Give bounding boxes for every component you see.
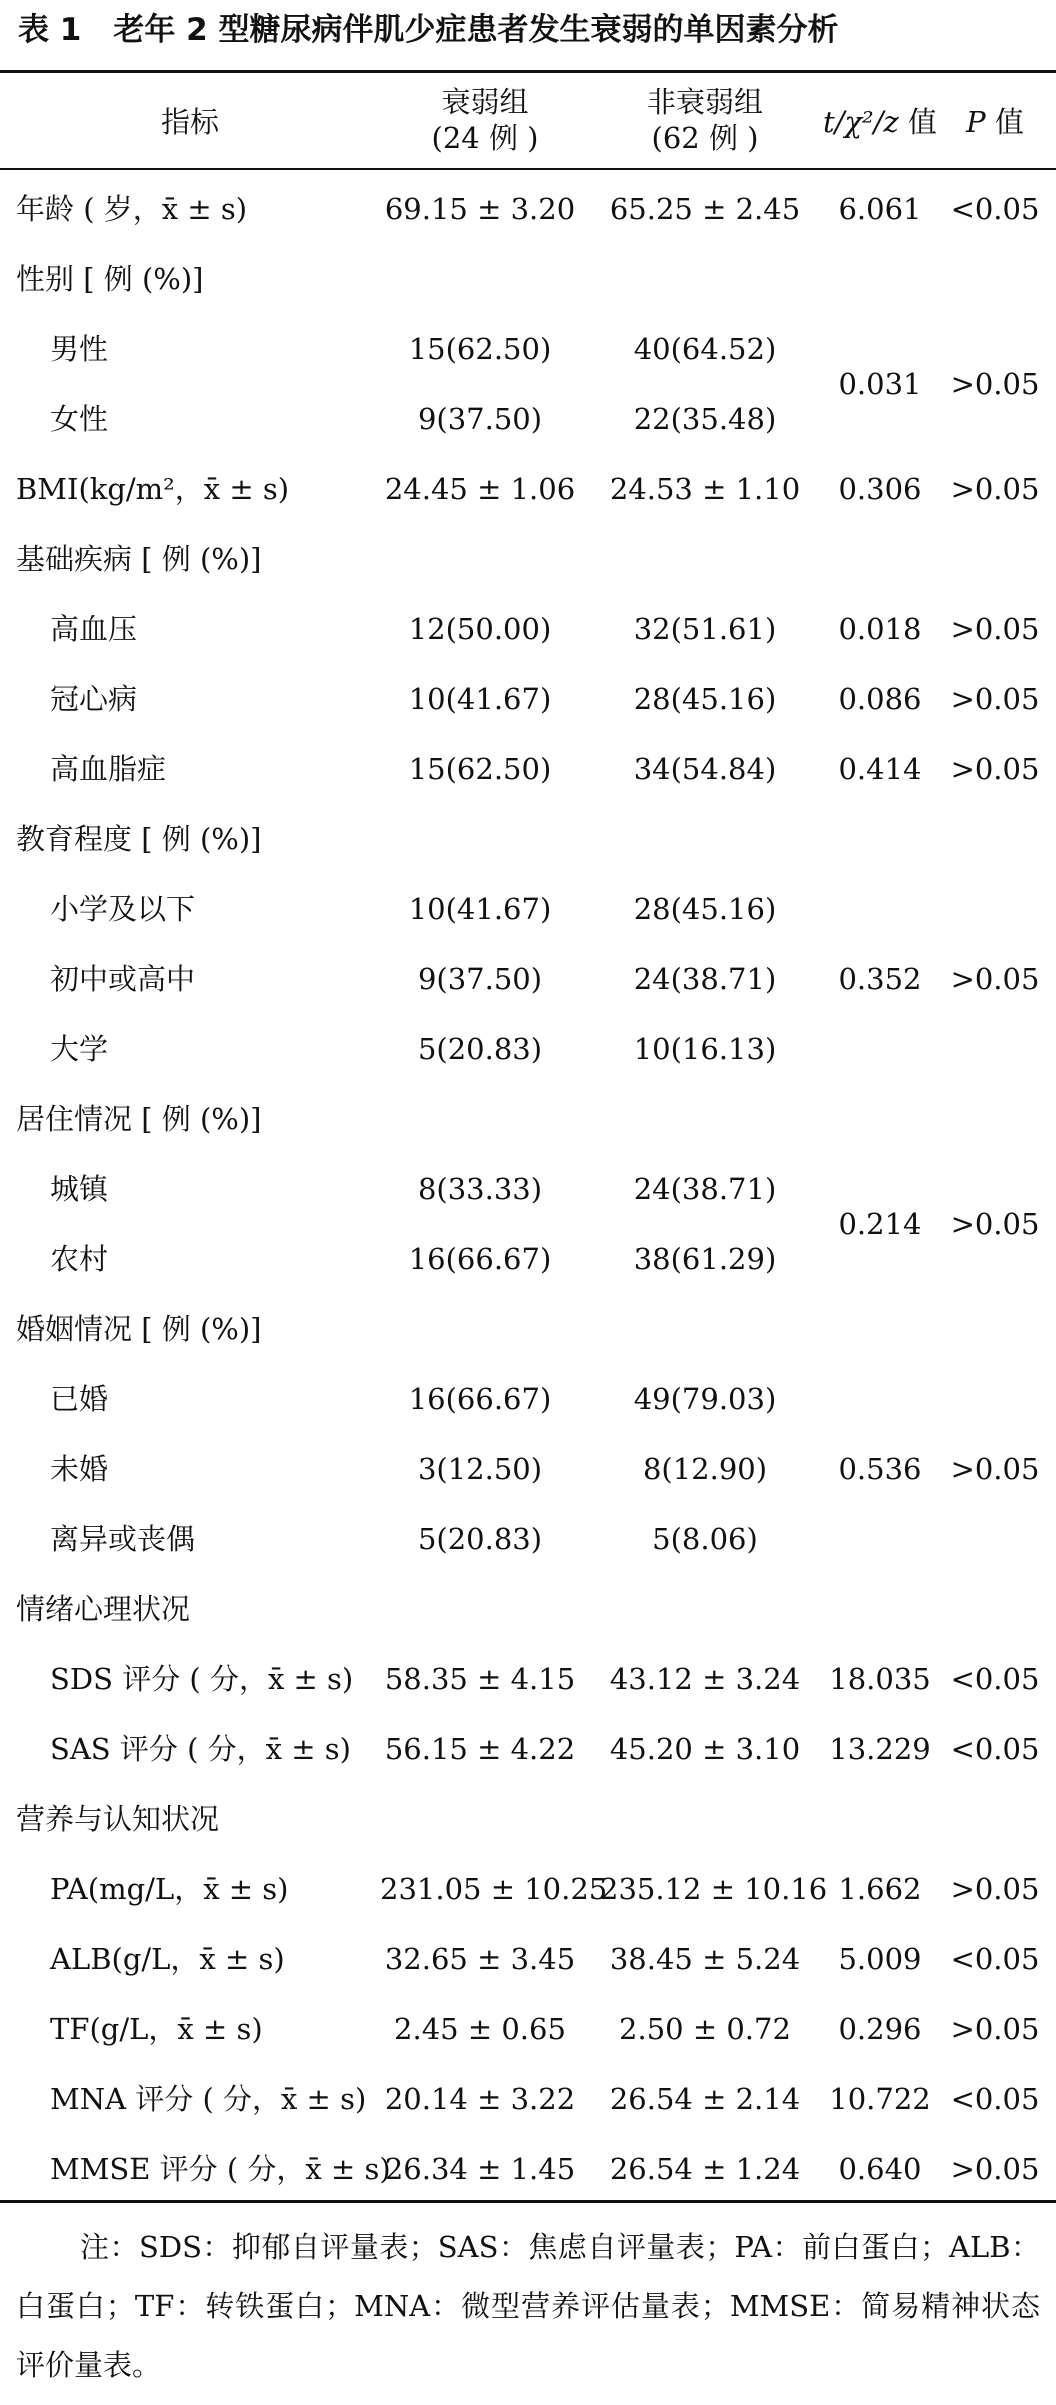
frail-group-value: 24.45 ± 1.06 xyxy=(384,472,576,506)
header-test-statistic-symbol: t/χ²/z xyxy=(823,105,899,139)
row-label: 居住情况 [ 例 (%)] xyxy=(16,1102,262,1136)
test-statistic-value: 0.018 xyxy=(838,612,922,646)
nonfrail-group-value: 28(45.16) xyxy=(633,682,777,716)
row-label: 未婚 xyxy=(50,1452,109,1486)
nonfrail-group-value xyxy=(600,244,810,314)
frail-group-value: 32.65 ± 3.45 xyxy=(384,1942,576,1976)
frail-group-value: 231.05 ± 10.25 xyxy=(380,1872,608,1906)
test-statistic-value xyxy=(815,1084,945,1154)
frail-group-value: 16(66.67) xyxy=(408,1382,552,1416)
merged-stat-residence: 0.214 xyxy=(838,1207,922,1241)
table-row xyxy=(0,1434,1056,1504)
row-label: 已婚 xyxy=(50,1382,109,1416)
row-label: 情绪心理状况 xyxy=(16,1592,191,1626)
row-label: 男性 xyxy=(50,332,109,366)
table-title-text: 老年 2 型糖尿病伴肌少症患者发生衰弱的单因素分析 xyxy=(113,12,839,48)
nonfrail-group-value: 26.54 ± 1.24 xyxy=(609,2152,801,2186)
test-statistic-value xyxy=(815,1784,945,1854)
nonfrail-group-value: 10(16.13) xyxy=(633,1032,777,1066)
p-value xyxy=(945,1504,1045,1574)
row-label: 冠心病 xyxy=(50,682,138,716)
table-row xyxy=(0,2064,1056,2134)
nonfrail-group-value: 24(38.71) xyxy=(633,962,777,996)
frail-group-value: 9(37.50) xyxy=(417,402,543,436)
table-row xyxy=(0,1014,1056,1084)
test-statistic-value: 18.035 xyxy=(829,1662,931,1696)
p-value xyxy=(945,244,1045,314)
nonfrail-group-value: 22(35.48) xyxy=(633,402,777,436)
p-value: >0.05 xyxy=(950,472,1040,506)
header-nonfrail-group-name: 非衰弱组 xyxy=(646,85,763,119)
header-nonfrail-group xyxy=(600,84,810,156)
row-label: ALB(g/L，x̄ ± s) xyxy=(50,1942,285,1976)
nonfrail-group-value xyxy=(600,1084,810,1154)
test-statistic-value: 5.009 xyxy=(838,1942,922,1976)
nonfrail-group-value xyxy=(600,1784,810,1854)
table-header xyxy=(0,80,1056,166)
table-row xyxy=(0,244,1056,314)
test-statistic-value xyxy=(815,1574,945,1644)
header-frail-group-name: 衰弱组 xyxy=(441,85,529,119)
table-row xyxy=(0,1364,1056,1434)
nonfrail-group-value: 40(64.52) xyxy=(633,332,777,366)
merged-stat-gender: 0.031 xyxy=(838,367,922,401)
frail-group-value xyxy=(380,244,580,314)
test-statistic-value xyxy=(815,1294,945,1364)
test-statistic-value: 0.296 xyxy=(838,2012,922,2046)
frail-group-value: 15(62.50) xyxy=(408,332,552,366)
row-label: 婚姻情况 [ 例 (%)] xyxy=(16,1312,262,1346)
header-frail-group-n: (24 例 ) xyxy=(431,121,539,155)
row-label: MMSE 评分 ( 分，x̄ ± s) xyxy=(50,2152,391,2186)
test-statistic-value xyxy=(815,804,945,874)
table-row xyxy=(0,2134,1056,2204)
p-value: >0.05 xyxy=(950,682,1040,716)
frail-group-value: 9(37.50) xyxy=(417,962,543,996)
frail-group-value: 16(66.67) xyxy=(408,1242,552,1276)
frail-group-value: 8(33.33) xyxy=(417,1172,543,1206)
p-value: <0.05 xyxy=(950,1662,1040,1696)
row-label: 大学 xyxy=(50,1032,109,1066)
header-test-statistic-suffix: 值 xyxy=(898,105,937,139)
nonfrail-group-value: 43.12 ± 3.24 xyxy=(609,1662,801,1696)
table-row xyxy=(0,594,1056,664)
p-value: >0.05 xyxy=(950,1872,1040,1906)
p-value: <0.05 xyxy=(950,192,1040,226)
row-label: PA(mg/L，x̄ ± s) xyxy=(50,1872,289,1906)
header-test-statistic xyxy=(815,104,945,140)
row-label: 高血脂症 xyxy=(50,752,167,786)
p-value xyxy=(945,1294,1045,1364)
table-row xyxy=(0,1994,1056,2064)
frail-group-value xyxy=(380,1574,580,1644)
p-value xyxy=(945,1574,1045,1644)
test-statistic-value: 1.662 xyxy=(838,1872,922,1906)
p-value: >0.05 xyxy=(950,752,1040,786)
frail-group-value xyxy=(380,1294,580,1364)
nonfrail-group-value: 28(45.16) xyxy=(633,892,777,926)
merged-p-residence: >0.05 xyxy=(950,1207,1040,1241)
nonfrail-group-value: 24(38.71) xyxy=(633,1172,777,1206)
frail-group-value: 20.14 ± 3.22 xyxy=(384,2082,576,2116)
test-statistic-value: 0.640 xyxy=(838,2152,922,2186)
row-label: 高血压 xyxy=(50,612,138,646)
nonfrail-group-value: 38(61.29) xyxy=(633,1242,777,1276)
p-value xyxy=(945,524,1045,594)
row-label: BMI(kg/m²，x̄ ± s) xyxy=(16,472,290,506)
frail-group-value xyxy=(380,524,580,594)
p-value: >0.05 xyxy=(950,2012,1040,2046)
nonfrail-group-value: 49(79.03) xyxy=(633,1382,777,1416)
p-value xyxy=(945,1084,1045,1154)
table-row xyxy=(0,804,1056,874)
table-row xyxy=(0,1854,1056,1924)
p-value xyxy=(945,804,1045,874)
row-label: 城镇 xyxy=(50,1172,109,1206)
table-row xyxy=(0,1784,1056,1854)
row-label: 初中或高中 xyxy=(50,962,196,996)
row-label: 年龄 ( 岁，x̄ ± s) xyxy=(16,192,248,226)
p-value xyxy=(945,1364,1045,1434)
table-row xyxy=(0,1574,1056,1644)
table-header-rule xyxy=(0,168,1056,170)
nonfrail-group-value: 32(51.61) xyxy=(633,612,777,646)
test-statistic-value: 0.414 xyxy=(838,752,922,786)
row-label: 离异或丧偶 xyxy=(50,1522,196,1556)
frail-group-value: 5(20.83) xyxy=(417,1522,543,1556)
nonfrail-group-value: 5(8.06) xyxy=(652,1522,758,1556)
nonfrail-group-value: 34(54.84) xyxy=(633,752,777,786)
header-p-suffix: 值 xyxy=(985,105,1024,139)
table-row xyxy=(0,734,1056,804)
table-row xyxy=(0,1924,1056,1994)
frail-group-value: 2.45 ± 0.65 xyxy=(394,2012,566,2046)
row-label: 农村 xyxy=(50,1242,109,1276)
row-label: 教育程度 [ 例 (%)] xyxy=(16,822,262,856)
header-nonfrail-group-n: (62 例 ) xyxy=(651,121,759,155)
test-statistic-value: 0.306 xyxy=(838,472,922,506)
table-row xyxy=(0,524,1056,594)
header-p-symbol: P xyxy=(966,105,986,139)
nonfrail-group-value: 38.45 ± 5.24 xyxy=(609,1942,801,1976)
test-statistic-value xyxy=(815,244,945,314)
test-statistic-value: 0.536 xyxy=(838,1452,922,1486)
nonfrail-group-value: 2.50 ± 0.72 xyxy=(619,2012,791,2046)
test-statistic-value: 0.086 xyxy=(838,682,922,716)
frail-group-value: 10(41.67) xyxy=(408,892,552,926)
test-statistic-value xyxy=(815,874,945,944)
p-value: >0.05 xyxy=(950,1452,1040,1486)
table-body xyxy=(0,174,1056,2204)
table-row xyxy=(0,454,1056,524)
p-value xyxy=(945,874,1045,944)
nonfrail-group-value: 24.53 ± 1.10 xyxy=(609,472,801,506)
test-statistic-value xyxy=(815,524,945,594)
row-label: 小学及以下 xyxy=(50,892,196,926)
nonfrail-group-value: 65.25 ± 2.45 xyxy=(609,192,801,226)
table-footnote: 注：SDS：抑郁自评量表；SAS：焦虑自评量表；PA：前白蛋白；ALB：白蛋白；TF：转铁蛋白；MNA：微型营养评估量表；MMSE：简易精神状态评价量表。 xyxy=(16,2230,1040,2382)
p-value xyxy=(945,1014,1045,1084)
table-row xyxy=(0,1294,1056,1364)
table-row xyxy=(0,174,1056,244)
frail-group-value xyxy=(380,804,580,874)
table-top-rule xyxy=(0,70,1056,73)
test-statistic-value xyxy=(815,1364,945,1434)
table-row xyxy=(0,944,1056,1014)
nonfrail-group-value xyxy=(600,1574,810,1644)
nonfrail-group-value xyxy=(600,1294,810,1364)
test-statistic-value: 6.061 xyxy=(838,192,922,226)
table-row xyxy=(0,1084,1056,1154)
table-row xyxy=(0,1714,1056,1784)
row-label: 女性 xyxy=(50,402,109,436)
row-label: 性别 [ 例 (%)] xyxy=(16,262,204,296)
test-statistic-value xyxy=(815,1504,945,1574)
table-number: 表 1 xyxy=(18,12,82,48)
table-title xyxy=(18,8,1038,52)
frail-group-value xyxy=(380,1084,580,1154)
test-statistic-value: 0.352 xyxy=(838,962,922,996)
row-label: MNA 评分 ( 分，x̄ ± s) xyxy=(50,2082,367,2116)
frail-group-value: 26.34 ± 1.45 xyxy=(384,2152,576,2186)
p-value xyxy=(945,1784,1045,1854)
p-value: <0.05 xyxy=(950,1942,1040,1976)
frail-group-value: 5(20.83) xyxy=(417,1032,543,1066)
header-indicator: 指标 xyxy=(160,105,219,139)
frail-group-value: 69.15 ± 3.20 xyxy=(384,192,576,226)
frail-group-value: 15(62.50) xyxy=(408,752,552,786)
nonfrail-group-value xyxy=(600,804,810,874)
frail-group-value: 12(50.00) xyxy=(408,612,552,646)
header-p-value xyxy=(945,104,1045,140)
row-label: SDS 评分 ( 分，x̄ ± s) xyxy=(50,1662,354,1696)
frail-group-value: 3(12.50) xyxy=(417,1452,543,1486)
p-value: >0.05 xyxy=(950,2152,1040,2186)
table-bottom-rule xyxy=(0,2200,1056,2203)
row-label: TF(g/L，x̄ ± s) xyxy=(50,2012,263,2046)
table-row xyxy=(0,1644,1056,1714)
table-row xyxy=(0,1504,1056,1574)
nonfrail-group-value: 45.20 ± 3.10 xyxy=(609,1732,801,1766)
frail-group-value xyxy=(380,1784,580,1854)
merged-p-gender: >0.05 xyxy=(950,367,1040,401)
p-value: <0.05 xyxy=(950,2082,1040,2116)
nonfrail-group-value: 26.54 ± 2.14 xyxy=(609,2082,801,2116)
table-row xyxy=(0,874,1056,944)
p-value: >0.05 xyxy=(950,962,1040,996)
row-label: 基础疾病 [ 例 (%)] xyxy=(16,542,262,576)
test-statistic-value: 13.229 xyxy=(829,1732,931,1766)
test-statistic-value xyxy=(815,1014,945,1084)
p-value: >0.05 xyxy=(950,612,1040,646)
frail-group-value: 56.15 ± 4.22 xyxy=(384,1732,576,1766)
table-row xyxy=(0,664,1056,734)
frail-group-value: 10(41.67) xyxy=(408,682,552,716)
test-statistic-value: 10.722 xyxy=(829,2082,931,2116)
nonfrail-group-value xyxy=(600,524,810,594)
header-frail-group xyxy=(400,84,570,156)
nonfrail-group-value: 8(12.90) xyxy=(642,1452,768,1486)
frail-group-value: 58.35 ± 4.15 xyxy=(384,1662,576,1696)
nonfrail-group-value: 235.12 ± 10.16 xyxy=(600,1872,828,1906)
p-value: <0.05 xyxy=(950,1732,1040,1766)
row-label: 营养与认知状况 xyxy=(16,1802,220,1836)
row-label: SAS 评分 ( 分，x̄ ± s) xyxy=(50,1732,351,1766)
